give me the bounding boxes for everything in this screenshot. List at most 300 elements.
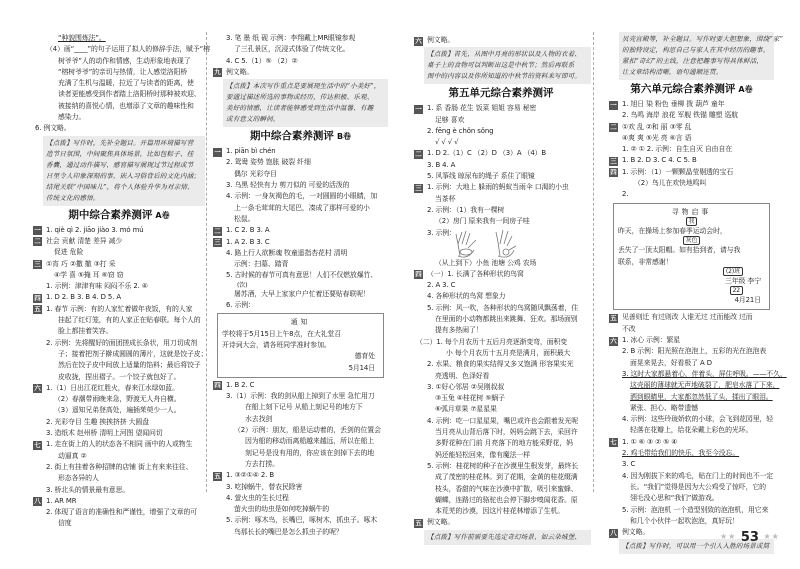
answer-text: 1. AR MR: [46, 496, 77, 505]
answer-line: [213, 300, 388, 311]
answer-line: [33, 360, 205, 371]
answer-line: [414, 194, 591, 205]
answer-text: 5. 示例：啄木鸟，长嘴巴，啄树木，抓虫子。啄木: [226, 516, 378, 525]
answer-line: [33, 451, 205, 462]
answer-line: [414, 137, 591, 148]
answer-text: 妈还能轻松回来，像有魔法一样: [435, 450, 531, 459]
answer-text: 3.（1）示例：我的剑从船上掉到了水里 急忙用刀: [226, 392, 375, 401]
answer-text: 紧张、担心、略带遗憾: [630, 403, 698, 412]
answer-text: 例文略。: [427, 518, 455, 527]
section-number-badge: 六: [610, 336, 617, 345]
answer-text: 1. 示例：（1）一颗颗晶莹剔透的宝石: [622, 167, 734, 176]
section-number-badge: 三: [34, 260, 41, 269]
answer-line: [33, 270, 205, 281]
answer-line: [33, 473, 205, 484]
answer-text: 3. C: [622, 460, 636, 469]
answer-line: [414, 314, 591, 325]
answer-text: 皮收拢，捏出褶子。一个饺子就包好了。: [58, 372, 181, 381]
answer-text: 形态各异的人: [58, 474, 99, 483]
answer-line: [33, 101, 205, 112]
answer-text: 1.（1）日出江花红胜火，春来江水绿如蓝。: [46, 383, 179, 392]
answer-text: 2. 示例：先将醒好的面团搓成长条状，用刀切成剂: [46, 338, 198, 347]
answer-text: 然后在饺子皮中间放上适量的馅料；最后将饺子: [58, 361, 201, 370]
column-divider: [593, 32, 594, 492]
answer-text: 例文略。: [427, 36, 455, 44]
section-number-badge: 五: [415, 518, 422, 527]
answer-text: 3. 造纸术 赵州桥 清明上河图 望闻问切: [46, 429, 163, 438]
section-answer-line: [33, 259, 205, 270]
answer-line: [414, 416, 591, 427]
answer-line: [33, 78, 205, 89]
section-answer-line: [213, 237, 388, 248]
answer-text: （二）1. 每个月农历十五后月亮逐渐变弯，面积变: [416, 337, 568, 346]
answer-text: 小 每个月农历十五月亮是满月，面积最大: [446, 348, 571, 357]
tip-note-line: 美好的情感，让读者能够感受到生活中温馨、有趣: [226, 104, 374, 113]
section-number-badge: 七: [34, 440, 41, 449]
answer-line: [33, 56, 205, 67]
box-text: 三年级 李宁: [724, 276, 761, 285]
answer-line: [414, 348, 591, 359]
answer-text: 4. 路上行人欲断魂 牧童遥指杏花村 清明: [226, 248, 348, 257]
answer-line: [213, 482, 388, 493]
box-line-body: [222, 340, 379, 351]
answer-text: 1. B 2. D 3. C 4. C 5. B: [622, 156, 697, 165]
answer-line: [414, 427, 591, 438]
answer-text: 和几个小伙伴一起吹泡泡，真好玩！: [630, 516, 739, 525]
answer-text: 1. 旭日 染 粉色 垂柳 拨 葫芦 童年: [622, 100, 725, 108]
answer-text: 洒到眼睛里，大家都忽然低了头，揉出了眼泪。: [630, 392, 773, 401]
section-title-text: 期中综合素养测评: [249, 130, 334, 143]
answer-text: 3. B 4. A: [427, 160, 456, 169]
answer-line: [609, 403, 774, 414]
answer-line: [414, 258, 591, 269]
answer-line: [33, 405, 205, 416]
tip-note-line: 【点拨】首先，从图中月亮的形状以及人物的衣着、: [427, 50, 582, 59]
answer-line: [609, 471, 774, 482]
answer-text: （一）1. 长满了各种形状的鸟窝: [427, 269, 524, 278]
answer-text: ④爽 爽 ⑤光 亮 ⑥言 语: [622, 133, 692, 142]
answer-line: [213, 180, 388, 191]
section-number-badge: 五: [34, 305, 41, 314]
answer-text: 因为船的移动而离船越来越远，所以在船上: [245, 437, 375, 446]
answer-line: [213, 44, 388, 55]
box-text: 寻物启事: [671, 207, 712, 216]
box-text: 22: [730, 286, 743, 295]
answer-text: 1. 春节 示例：有的人家忙着做年夜饭，有的人家: [46, 304, 193, 313]
answer-text: 亮透明、色泽好看: [435, 371, 490, 380]
answer-text: （2）春潮带雨晚来急，野渡无人舟自横。: [54, 395, 181, 404]
answer-text: 这壳丽的薄球就无声地破裂了，肥皂水落了下来，: [630, 381, 780, 390]
section-title: [213, 128, 388, 145]
answer-text: （从上到下）小鱼 池塘 公鸡 农场: [435, 258, 537, 267]
answer-text: 动逼真 ②: [58, 451, 87, 460]
answer-text: 成了茂密的桂花林。到了花期，金黄的桂花缀满: [435, 473, 578, 482]
answer-line: [609, 505, 774, 516]
answer-line: [414, 472, 591, 483]
box-text: 学校将于5月15日上午8点，在大礼堂召: [222, 329, 341, 338]
column-divider: [206, 32, 207, 492]
box-text: 我: [686, 217, 698, 226]
answer-line: [609, 380, 780, 391]
section-answer-line: [414, 35, 591, 46]
answer-text: 翎毛没心思和“我们”做游戏。: [630, 494, 719, 503]
answer-text: 例文略。: [226, 67, 254, 76]
answer-text: ④学 喜 ⑤掩 耳 ⑥窃 窃: [54, 270, 124, 279]
box-line-sign: [618, 276, 765, 287]
answer-text: 长。“我们”觉得是因为大公鸡受了惊吓，它的: [630, 482, 766, 491]
section-number-badge: 二: [415, 149, 422, 158]
tip-note-line: 【点拨】写作时，先补全题目。开篇用环境描写营: [46, 138, 194, 147]
answer-line: [414, 404, 591, 415]
section-number-badge: 二: [610, 123, 617, 132]
answer-line: [213, 214, 388, 225]
answer-text: 2. A 3. C: [427, 281, 456, 290]
answer-line: [213, 493, 388, 504]
answer-text: 在船上刻下记号 从船上刻记号的地方下: [245, 403, 363, 412]
column-3: [414, 35, 591, 546]
answer-text: 1. 示例：津津有味 闷闷不乐 2. ④: [46, 282, 148, 291]
tip-note-box: [223, 79, 388, 127]
box-line-markr: [618, 268, 765, 276]
answer-line: [609, 459, 774, 470]
answer-text: 感染力。: [58, 113, 86, 122]
tip-note-line: 【点拨】写作前需要先选定奇幻场景，如云朵城堡、: [427, 532, 582, 541]
answer-text: （2）示例：朋友，船是运动着的，丢剑的位置会: [234, 426, 381, 435]
answer-text: 2. 水果、粮食的果实结得又多又饱满 形容果实光: [427, 360, 574, 369]
section-title: [33, 207, 205, 224]
tip-note-box: [424, 530, 591, 545]
answer-text: 轻落在花瓣上，给花朵戴上彩色的光环。: [630, 426, 753, 435]
section-title-text: 期中综合素养测评: [68, 208, 153, 221]
answer-text: 5. 风筝线 晾尿布的绳子 系住了眼镜: [427, 172, 535, 181]
answer-line: [33, 89, 205, 100]
page-number: [720, 530, 780, 545]
answer-line: [414, 115, 591, 126]
answer-text: 信度: [58, 519, 72, 528]
answer-text: 枝头，香甜的气味在沙漠中扩散，吸引来蜜蜂、: [435, 484, 578, 493]
tip-note-line: 日里令人印象深刻的事，嵌入习俗背后的文化内涵；: [46, 171, 201, 180]
answer-text: 2.: [622, 190, 629, 199]
answer-text: 水去找剑: [245, 414, 273, 423]
box-text: 通知: [290, 318, 311, 327]
answer-line: [213, 391, 388, 402]
answer-text: 子；接着把剂子擀成圆圆的薄片，这就是饺子皮；: [58, 349, 208, 358]
section-number-badge: 三: [610, 156, 617, 165]
answer-line: [609, 392, 774, 403]
tip-note-line: 【点拨】写作时，可以用一个引人入胜的场景或简: [622, 542, 770, 551]
answer-line: [33, 338, 205, 349]
answer-text: 方去打捞。: [245, 459, 279, 468]
answer-line: [213, 191, 388, 202]
answer-line: [213, 203, 388, 214]
answer-text: （4）画“____”的句子运用了拟人的修辞手法，赋予“榕: [46, 45, 210, 54]
answer-text: 不改: [622, 324, 636, 333]
box-line-mark: [618, 218, 765, 226]
answer-text: 蝴蝶，连路过的骆驼也会停下脚步嗅闻花香。原: [435, 495, 578, 504]
answer-line: [213, 414, 388, 425]
answer-text: 5. 示例：风一吹，各种形状的鸟窝随风飘荡着，住: [427, 303, 579, 312]
section-number-badge: 一: [610, 100, 617, 109]
section-number-badge: 四: [610, 168, 617, 177]
section-number-badge: 四: [415, 270, 422, 279]
answer-line: [414, 280, 591, 291]
answer-text: 2. B 示例：阳光照在泡泡上，五彩的光在泡泡表: [622, 347, 767, 356]
section-answer-line: [213, 470, 388, 481]
answer-line: [33, 33, 205, 44]
answer-line: [213, 402, 388, 413]
section-number-badge: 二: [34, 237, 41, 246]
answer-line: [609, 414, 774, 425]
answer-text: ⑥弧月草果 ⑦星星果: [435, 405, 497, 414]
answer-text: 1. ② ① 2. 示例：自生自灭 自由自在: [622, 145, 733, 154]
answer-text: 2. 光彩夺目 生趣 挨挨挤挤 大圆盘: [46, 417, 150, 426]
answer-line: [414, 506, 591, 517]
answer-line: [33, 417, 205, 428]
answer-text: 2. 体现了语言的准确性和严谨性，增强了文章的可: [46, 508, 198, 517]
answer-line: [609, 482, 774, 493]
box-line-sign: [618, 295, 765, 306]
answer-text: 提有多热闹了！: [435, 326, 483, 335]
section-answer-line: [213, 146, 388, 157]
section-answer-line: [33, 496, 205, 507]
answer-line: [609, 516, 774, 527]
column-4: [609, 31, 787, 555]
section-number-badge: 一: [415, 104, 422, 113]
answer-line: [33, 123, 205, 134]
tip-note-line: 桌子上的食物可以判断出这是中秋节；然后再联系: [427, 61, 575, 70]
section-number-badge: 六: [34, 384, 41, 393]
answer-text: 鸟那长长的嘴巴是怎么抓虫子的呢？: [234, 527, 343, 536]
answer-text: 1. C 2. B 3. A: [226, 226, 270, 235]
lost-item-notice-box: [613, 203, 770, 311]
section-number-badge: 三: [415, 183, 422, 192]
answer-line: [33, 394, 205, 405]
answer-text: 2. fēng è chǒn sǒng: [427, 126, 494, 135]
box-line-markr: [618, 287, 765, 295]
tip-note-line: 图中的内容以及你所知道的中秋节的资料来写即可。: [427, 72, 582, 81]
answer-text: 见善则迁 有过则改 人谁无过 过而能改 过而: [622, 313, 753, 322]
notice-box: [217, 313, 384, 377]
answer-line: [213, 515, 388, 526]
answer-line: [213, 459, 388, 470]
tip-note-box: [619, 32, 784, 80]
answer-text: 4. 示例：一身灰褐色的毛，一对圆圆的小眼睛，加: [226, 192, 378, 201]
answer-line: [414, 126, 591, 137]
answer-text: 4. C 5.（1）⑤ （2）②: [226, 56, 298, 65]
answer-line: [609, 110, 774, 121]
answer-line: [213, 259, 388, 270]
answer-text: 在里面的小动物都跳出来跳舞、狂欢。那场面别: [435, 315, 578, 324]
answer-line: [213, 270, 388, 281]
box-line-body: [618, 257, 765, 268]
answer-line: [33, 372, 205, 383]
box-line-body: [618, 245, 765, 256]
answer-text: 4. 萤火虫的生长过程: [226, 493, 289, 502]
answer-text: 6. 示例：: [226, 301, 255, 310]
answer-text: （2）房门 原来我有一间房子哇: [435, 217, 530, 226]
section-number-badge: 九: [214, 68, 221, 77]
section-answer-line: [33, 383, 205, 394]
answer-line: [33, 485, 205, 496]
answer-text: 5. 古时候的春节可真有意思！人们不仅燃放爆竹、: [226, 271, 378, 280]
box-text: 开诗词大会，请各班同学准时参加。: [222, 340, 331, 349]
answer-text: 上一条毛茸茸的大尾巴，凑成了那样可爱的小: [234, 203, 370, 212]
box-line-mark: [618, 237, 765, 245]
answer-text: 3. 桥北头的情景最有意思。: [46, 485, 130, 494]
answer-line: [213, 248, 388, 259]
tip-note-line: 结尾关联“中国味儿”，将个人体验升华为对亲情、: [46, 182, 194, 191]
answer-text: 1. B 2. C: [226, 380, 255, 389]
section-title-suffix: A卷: [155, 210, 170, 220]
answer-text: 1. A 2. B 3. C: [226, 237, 270, 246]
answer-line: [33, 112, 205, 123]
section-title: [609, 81, 774, 98]
section-answer-line: [414, 148, 591, 159]
answer-text: 多野花种在门前 月亮落下的地方能采野花，妈: [435, 439, 573, 448]
section-number-badge: 四: [34, 293, 41, 302]
section-number-badge: 四: [214, 381, 221, 390]
answer-line: [33, 44, 210, 55]
answer-text: “榕树爷爷”的亲切与热情，让人感觉洛阳桥: [58, 67, 188, 76]
answer-text: 刻记号是没有用的，你应该在剑掉下去的地: [245, 448, 375, 457]
section-answer-line: [414, 182, 591, 193]
answer-line: [33, 462, 205, 473]
answer-text: 1. 冰心 示例：繁星: [622, 336, 681, 345]
box-text: 5月14日: [348, 363, 375, 372]
answer-line: [213, 425, 388, 436]
section-answer-line: [609, 99, 774, 110]
section-number-badge: 五: [214, 471, 221, 480]
box-text: (2)班: [723, 267, 743, 276]
answer-text: 当茶杯: [435, 194, 456, 203]
answer-line: [414, 450, 591, 461]
answer-text: 2. 示例：（1）我有一棵树: [427, 205, 505, 214]
answer-line: [609, 358, 774, 369]
answer-text: 例文略。: [622, 528, 650, 537]
answer-line: [609, 369, 787, 380]
section-title: [414, 85, 591, 102]
answer-line: [609, 324, 774, 335]
answer-line: [414, 291, 591, 302]
section-title-text: 第五单元综合素养测评: [448, 87, 554, 100]
answer-text: 屠苏酒，大早上家家户户忙着还要贴春联呢！: [234, 289, 370, 298]
section-title-suffix: A卷: [738, 85, 753, 94]
tip-note-line: 的独特设定，构思自己与家人在其中经历的趣事。: [622, 46, 770, 54]
answer-line: [609, 133, 774, 144]
tip-note-box: [424, 47, 591, 84]
answer-text: 3. 乌黑 轻快有力 剪刀似的 可爱的活泼的: [226, 181, 350, 190]
answer-text: 松鼠。: [234, 214, 255, 223]
box-line-sign: [222, 363, 379, 374]
section-number-badge: 八: [34, 497, 41, 506]
answer-line: [33, 315, 205, 326]
answer-text: （3）遥知兄弟登高处，遍插茱萸少一人。: [54, 406, 181, 415]
column-2: [213, 33, 388, 538]
answer-line: [213, 157, 388, 168]
section-answer-line: [609, 155, 774, 166]
tip-note-line: 传统文化的感悟。: [46, 193, 100, 202]
section-answer-line: [609, 335, 774, 346]
answer-line: [213, 448, 388, 459]
answer-line: [414, 495, 591, 506]
answer-line: [414, 359, 591, 370]
answer-line: [609, 189, 774, 200]
answer-line: [33, 281, 205, 292]
answer-text: 社会 贡献 清楚 差异 减少: [46, 236, 123, 245]
box-line-body: [222, 329, 379, 340]
answer-line: [33, 67, 205, 78]
section-title-suffix: B卷: [336, 132, 352, 142]
answer-text: 6. 例文略。: [35, 124, 71, 133]
answer-line: [414, 171, 591, 182]
answer-text: 3. ①好心邻居 ②吴刚叔叔: [427, 382, 505, 391]
box-text: 昨天，在操场上参加春季运动会时，: [618, 226, 727, 235]
answer-line: [414, 461, 591, 472]
answer-text: 脸上都挂着笑容。: [58, 327, 113, 336]
answer-line: [414, 228, 591, 258]
answer-text: 1. 走在街上的人的状态各不相同 画中的人或物生: [46, 440, 193, 449]
answer-text: 1. D 2. B 3. B 4. D 5. A: [46, 293, 121, 302]
answer-text: √ √ √ √: [435, 138, 459, 147]
box-line-sign: [222, 351, 379, 362]
answer-text: ①欢 乱 ②和 丽 ③零 乱: [622, 122, 692, 131]
answer-text: “种貌围炼法”。: [58, 34, 106, 42]
section-answer-line: [213, 67, 388, 78]
answer-text: 树爷爷”人的动作和情感，生动形象地表现了: [58, 56, 191, 65]
box-text: 丢失了一顶太阳帽。如有拾到者，请与我: [618, 246, 741, 255]
answer-text: 2. 鸳鸯 姿势 饱胀 破裂 纤细: [226, 158, 311, 167]
answer-text: ①宵 巧 ②撒 撤 ③打 采: [46, 259, 116, 268]
box-text: 灰色: [683, 236, 701, 245]
column-1: [33, 33, 210, 530]
section-answer-line: [33, 292, 205, 303]
star-icon: ★★: [763, 532, 780, 541]
answer-line: [414, 325, 591, 336]
answer-text: 促进 危险: [54, 248, 84, 257]
section-answer-line: [414, 103, 591, 114]
answer-line: [213, 436, 388, 447]
section-answer-line: [33, 236, 205, 247]
section-number-badge: 八: [610, 528, 617, 537]
answer-text: 4. 各种形状的鸟窝 想象力: [427, 292, 506, 301]
section-answer-line: [33, 439, 205, 450]
answer-text: 1. ③②①④ 2. B: [226, 471, 274, 480]
answer-line: [414, 205, 591, 216]
answer-text: 2. 街上有挂着各种招牌的店铺 街上有来来往往、: [46, 462, 193, 471]
section-answer-line: [609, 167, 774, 178]
answer-text: ③玉兔 ④桂花树 ⑤蜗子: [435, 394, 505, 403]
answer-text: 1. ① ⑥ ③ ② ⑤ ④: [622, 437, 678, 446]
section-answer-line: [213, 380, 388, 391]
answer-line: [33, 507, 205, 518]
answer-line: [414, 160, 591, 171]
answer-line: [609, 448, 774, 459]
answer-text: 被接纳的喜悦心情，也增添了文章的趣味性和: [58, 101, 194, 110]
answer-line: [33, 247, 205, 258]
tip-note-line: 香囊，通过动作描写、感官描写展现过节过程或节: [46, 160, 194, 169]
tip-note-line: 【点拨】本次写作重点是要展现生活中的“小美好”，: [226, 82, 381, 91]
answer-text: （2）鸟儿在欢快地鸣叫: [634, 179, 707, 188]
box-text: 4月21日: [734, 296, 761, 305]
answer-line: [609, 493, 774, 504]
answer-text: 2. 鸡毛带给我们的快乐，我至今没忘。: [622, 449, 740, 458]
answer-text: 了三孔景区，沉浸式体验了传统文化。: [234, 45, 350, 54]
answer-line: [213, 33, 388, 44]
answer-text: 本荒芜的沙漠，因这片桂花林增添了生机。: [435, 507, 565, 516]
answer-text: 3. 笔 墨 纸 砚 示例：李翔戴上MR眼镜参观: [226, 34, 356, 42]
answer-line: [213, 527, 388, 538]
answer-text: 3. 示例：: [427, 228, 456, 237]
